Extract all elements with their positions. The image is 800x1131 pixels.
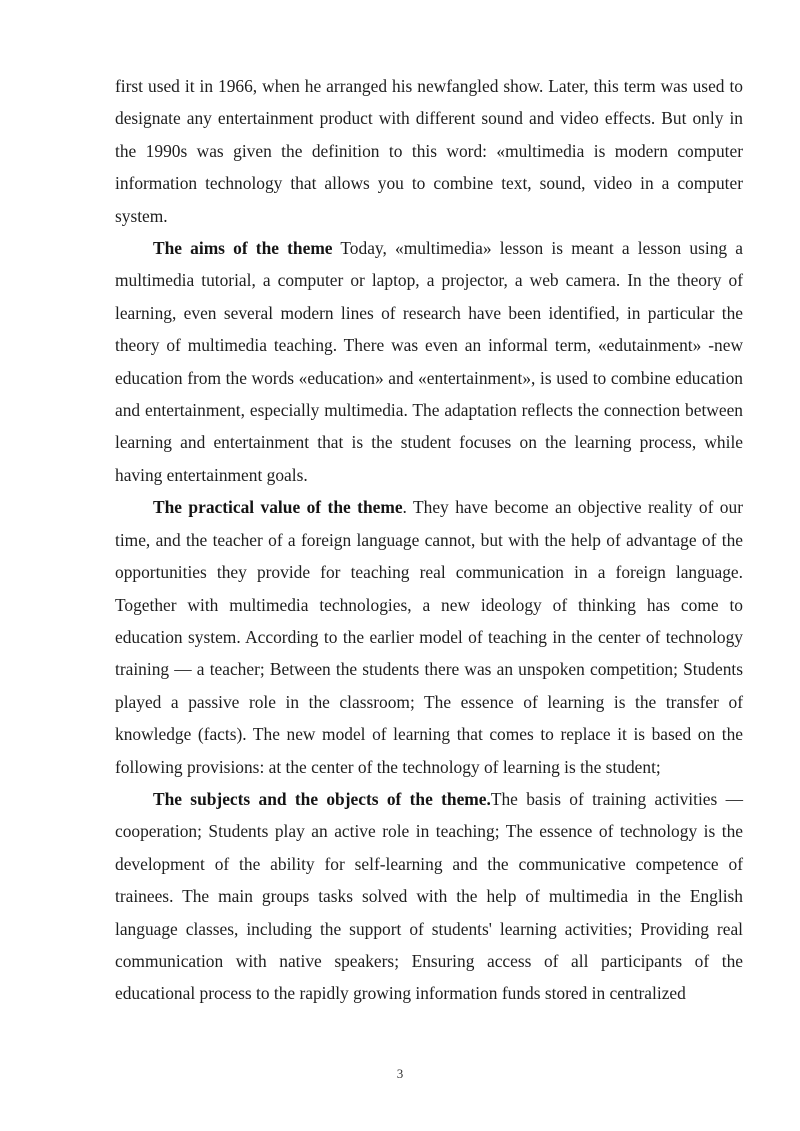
body-text: [115, 70, 743, 1010]
paragraph-text: The basis of training activities — cooperation; Students play an active role in teaching; The essence of technology is the development of the ability for self-learning and the communicative competence of trainees. The main groups tasks solved with the help of multimedia in the English language classes, including the support of students' learning activities; Providing real communication with native speakers; Ensuring access of all participants of the educational process to the rapidly growing information funds stored in centralized: [115, 788, 743, 1004]
paragraph-practical-value: [115, 491, 743, 783]
paragraph-text: Today, «multimedia» lesson is meant a lesson using a multimedia tutorial, a computer or laptop, a projector, a web camera. In the theory of learning, even several modern lines of research have been identified, in particular the theory of multimedia teaching. There was even an informal term, «edutainment» -new education from the words «education» and «entertainment», is used to combine education and entertainment, especially multimedia. The adaptation reflects the connection between learning and entertainment that is the student focuses on the learning process, while having entertainment goals.: [115, 238, 743, 485]
subjects-objects-heading: The subjects and the objects of the theme.: [153, 788, 491, 809]
practical-value-heading: The practical value of the theme: [153, 497, 403, 518]
paragraph-aims: [115, 232, 743, 491]
paragraph-intro-continuation: [115, 70, 743, 232]
paragraph-text: . They have become an objective reality of our time, and the teacher of a foreign language cannot, but with the help of advantage of the opportunities they provide for teaching real communication in a foreign language. Together with multimedia technologies, a new ideology of thinking has come to education system. According to the earlier model of teaching in the center of technology training — a teacher; Between the students there was an unspoken competition; Students played a passive role in the classroom; The essence of learning is the transfer of knowledge (facts). The new model of learning that comes to replace it is based on the following provisions: at the center of the technology of learning is the student;: [115, 497, 743, 777]
page-number: 3: [396, 1066, 404, 1081]
aims-heading: The aims of the theme: [153, 238, 333, 259]
paragraph-subjects-objects: [115, 783, 743, 1010]
paragraph-text: first used it in 1966, when he arranged his newfangled show. Later, this term was used to designate any entertainment product with different sound and video effects. But only in the 1990s was given the definition to this word: «multimedia is modern computer information technology that allows you to combine text, sound, video in a computer system.: [115, 76, 743, 226]
